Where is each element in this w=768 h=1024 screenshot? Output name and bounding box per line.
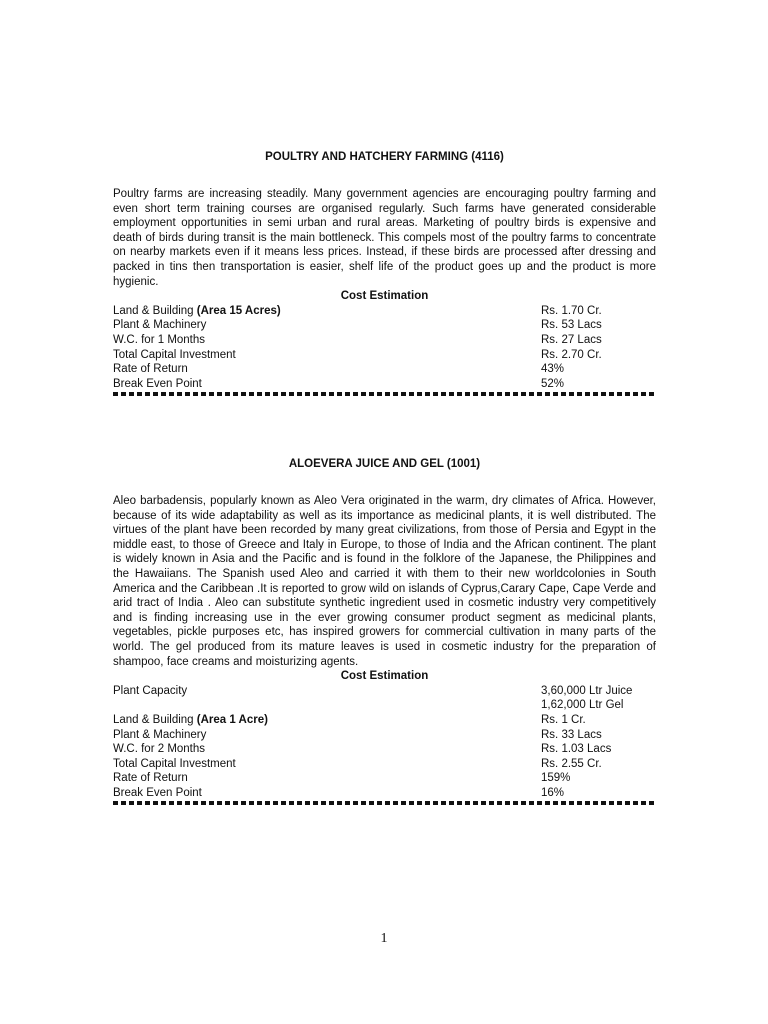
cost-label: Break Even Point xyxy=(113,786,202,799)
cost-label: Total Capital Investment xyxy=(113,348,236,361)
cost-value: 1,62,000 Ltr Gel xyxy=(541,699,624,712)
cost-label: Land & Building xyxy=(113,304,197,317)
cost-row xyxy=(113,771,656,786)
cost-value: Rs. 1.70 Cr. xyxy=(541,304,602,317)
cost-row xyxy=(113,304,656,319)
section-paragraph: Poultry farms are increasing steadily. Many government agencies are encouraging poultry farming and even short term training courses are organised regularly. Such farms have generated considerable employment opportunities in semi urban and rural areas. Marketing of poultry birds is expensive and death of birds during transit is the main bottleneck. This compels most of the poultry farms to concentrate on nearby markets even if it means less prices. Instead, if these birds are processed after dressing and packed in tins then transportation is easier, shelf life of the product goes up and the product is more hygienic. xyxy=(113,188,656,288)
cost-value: 3,60,000 Ltr Juice xyxy=(541,684,633,697)
cost-value: 16% xyxy=(541,786,565,799)
cost-row xyxy=(113,362,656,377)
cost-value: 43% xyxy=(541,363,565,376)
cost-label-bold: (Area 15 Acres) xyxy=(196,304,281,317)
cost-row xyxy=(113,377,656,392)
cost-row xyxy=(113,333,656,348)
cost-value: 159% xyxy=(541,772,571,785)
cost-estimation-heading: Cost Estimation xyxy=(340,670,429,683)
cost-row xyxy=(113,698,656,713)
cost-label: Total Capital Investment xyxy=(113,757,236,770)
cost-label: Plant & Machinery xyxy=(113,319,207,332)
cost-value: Rs. 53 Lacs xyxy=(541,319,602,332)
cost-label: Rate of Return xyxy=(113,363,188,376)
dashed-divider xyxy=(113,801,656,805)
cost-value: Rs. 33 Lacs xyxy=(541,728,602,741)
cost-label-bold: (Area 1 Acre) xyxy=(196,713,268,726)
cost-label: W.C. for 1 Months xyxy=(113,333,206,346)
cost-label: Break Even Point xyxy=(113,377,202,390)
section-title: POULTRY AND HATCHERY FARMING (4116) xyxy=(265,151,504,163)
section-paragraph: Aleo barbadensis, popularly known as Aleo Vera originated in the warm, dry climates of Africa. However, because of its wide adaptability as well as its importance as medicinal plants, it is well distributed. The virtues of the plant have been recorded by many great civilizations, from those of Persia and Egypt in the middle east, to those of Greece and Italy in Europe, to those of India and the African continent. The plant is widely known in Asia and the Pacific and is found in the folklore of the Japanese, the Philippines and the Hawaiians. The Spanish used Aleo and carried it with them to their new worldcolonies in South America and the Caribbean .It is reported to grow wild on islands of Cyprus,Carary Cape, Cape Verde and arid tract of India . Aleo can substitute synthetic ingredient used in cosmetic industry very competitively and is finding increasing use in the ever growing consumer product segment as medicinal plants, vegetables, pickle purposes etc, has inspired growers for commercial cultivation in many parts of the world. The gel produced from its mature leaves is used in cosmetic industry for the preparation of shampoo, face creams and moisturizing agents. xyxy=(113,495,656,668)
cost-estimation-heading: Cost Estimation xyxy=(340,290,429,303)
cost-label: Plant & Machinery xyxy=(113,728,207,741)
cost-row xyxy=(113,713,656,728)
cost-value: Rs. 2.55 Cr. xyxy=(541,757,602,770)
section-aloevera xyxy=(113,457,656,805)
cost-row xyxy=(113,318,656,333)
cost-value: Rs. 1 Cr. xyxy=(541,713,586,726)
cost-row xyxy=(113,757,656,772)
cost-row xyxy=(113,786,656,801)
cost-value: Rs. 1.03 Lacs xyxy=(541,743,612,756)
cost-label: W.C. for 2 Months xyxy=(113,743,206,756)
section-poultry xyxy=(113,150,656,396)
section-title: ALOEVERA JUICE AND GEL (1001) xyxy=(288,458,481,470)
cost-row xyxy=(113,684,656,699)
cost-table xyxy=(113,684,656,801)
cost-row xyxy=(113,728,656,743)
cost-label: Land & Building xyxy=(113,713,197,726)
page-number: 1 xyxy=(380,931,388,946)
cost-label: Rate of Return xyxy=(113,772,188,785)
cost-value: 52% xyxy=(541,377,565,390)
dashed-divider xyxy=(113,392,656,396)
cost-label: Plant Capacity xyxy=(113,684,188,697)
cost-value: Rs. 27 Lacs xyxy=(541,333,602,346)
cost-row xyxy=(113,742,656,757)
cost-value: Rs. 2.70 Cr. xyxy=(541,348,602,361)
cost-table xyxy=(113,304,656,392)
cost-row xyxy=(113,348,656,363)
